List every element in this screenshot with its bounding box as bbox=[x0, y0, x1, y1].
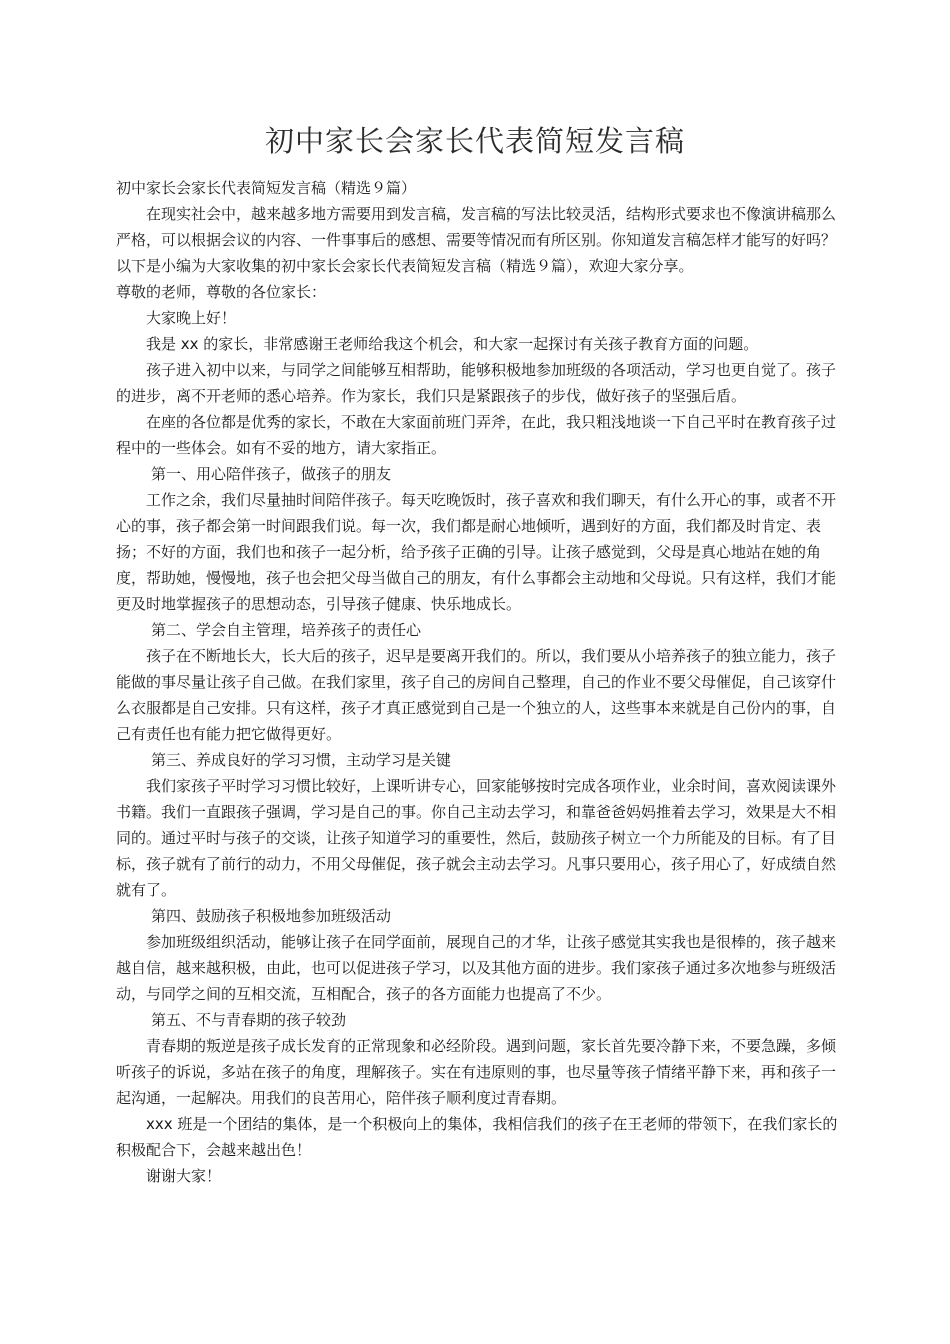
document-title: 初中家长会家长代表简短发言稿 bbox=[264, 124, 685, 159]
closing-paragraph: xxx 班是一个团结的集体，是一个积极向上的集体，我相信我们的孩子在王老师的带领下，在我们家长的积极配合下，会越来越出色！ bbox=[116, 1115, 838, 1159]
body-paragraph: 孩子进入初中以来，与同学之间能够互相帮助，能够积极地参加班级的各项活动，学习也更自觉了。孩子的进步，离不开老师的悉心培养。作为家长，我们只是紧跟孩子的步伐，做好孩子的坚强后盾。 bbox=[116, 361, 837, 405]
section-heading-4: 第四、鼓励孩子积极地参加班级活动 bbox=[151, 907, 392, 925]
body-paragraph: 在座的各位都是优秀的家长，不敢在大家面前班门弄斧，在此，我只粗浅地谈一下自己平时在教育孩子过程中的一些体会。如有不妥的地方，请大家指正。 bbox=[116, 413, 837, 457]
body-paragraph: 青春期的叛逆是孩子成长发育的正常现象和必经阶段。遇到问题，家长首先要冷静下来，不要急躁，多倾听孩子的诉说，多站在孩子的角度，理解孩子。实在有违原则的事，也尽量等孩子情绪平静下来，再和孩子一起沟通，一起解决。用我们的良苦用心，陪伴孩子顺利度过青春期。 bbox=[116, 1037, 837, 1107]
greeting: 大家晚上好！ bbox=[146, 309, 237, 327]
salutation: 尊敬的老师，尊敬的各位家长： bbox=[116, 283, 327, 301]
body-paragraph: 我们家孩子平时学习习惯比较好，上课听讲专心，回家能够按时完成各项作业，业余时间，喜欢阅读课外书籍。我们一直跟孩子强调，学习是自己的事。你自己主动去学习，和靠爸爸妈妈推着去学习，效果是大不相同的。通过平时与孩子的交谈，让孩子知道学习的重要性，然后，鼓励孩子树立一个力所能及的目标。有了目标，孩子就有了前行的动力，不用父母催促，孩子就会主动去学习。凡事只要用心，孩子用心了，好成绩自然就有了。 bbox=[116, 777, 837, 899]
body-paragraph: 工作之余，我们尽量抽时间陪伴孩子。每天吃晚饭时，孩子喜欢和我们聊天，有什么开心的事，或者不开心的事，孩子都会第一时间跟我们说。每一次，我们都是耐心地倾听，遇到好的方面，我们都及时肯定、表扬；不好的方面，我们也和孩子一起分析，给予孩子正确的引导。让孩子感觉到，父母是真心地站在她的角度，帮助她，慢慢地，孩子也会把父母当做自己的朋友，有什么事都会主动地和父母说。只有这样，我们才能更及时地掌握孩子的思想动态，引导孩子健康、快乐地成长。 bbox=[116, 491, 837, 613]
body-paragraph: 参加班级组织活动，能够让孩子在同学面前，展现自己的才华，让孩子感觉其实我也是很棒的，孩子越来越自信，越来越积极，由此，也可以促进孩子学习，以及其他方面的进步。我们家孩子通过多次地参与班级活动，与同学之间的互相交流，互相配合，孩子的各方面能力也提高了不少。 bbox=[116, 933, 837, 1003]
document-body bbox=[116, 175, 850, 1189]
section-heading-2: 第二、学会自主管理，培养孩子的责任心 bbox=[151, 621, 422, 639]
section-heading-3: 第三、养成良好的学习习惯，主动学习是关键 bbox=[151, 751, 452, 769]
thanks-line: 谢谢大家！ bbox=[146, 1167, 222, 1185]
body-paragraph: 孩子在不断地长大，长大后的孩子，迟早是要离开我们的。所以，我们要从小培养孩子的独立能力，孩子能做的事尽量让孩子自己做。在我们家里，孩子自己的房间自己整理，自己的作业不要父母催促，自己该穿什么衣服都是自己安排。只有这样，孩子才真正感觉到自己是一个独立的人，这些事本来就是自己份内的事，自己有责任也有能力把它做得更好。 bbox=[116, 647, 837, 743]
section-heading-5: 第五、不与青春期的孩子较劲 bbox=[151, 1011, 347, 1029]
body-paragraph: 我是 xx 的家长，非常感谢王老师给我这个机会，和大家一起探讨有关孩子教育方面的问题。 bbox=[146, 335, 759, 353]
section-heading-1: 第一、用心陪伴孩子，做孩子的朋友 bbox=[151, 465, 392, 483]
subtitle-line: 初中家长会家长代表简短发言稿（精选９篇） bbox=[116, 179, 417, 197]
intro-paragraph: 在现实社会中，越来越多地方需要用到发言稿，发言稿的写法比较灵活，结构形式要求也不像演讲稿那么严格，可以根据会议的内容、一件事事后的感想、需要等情况而有所区别。你知道发言稿怎样才能写的好吗？以下是小编为大家收集的初中家长会家长代表简短发言稿（精选９篇），欢迎大家分享。 bbox=[116, 205, 837, 275]
